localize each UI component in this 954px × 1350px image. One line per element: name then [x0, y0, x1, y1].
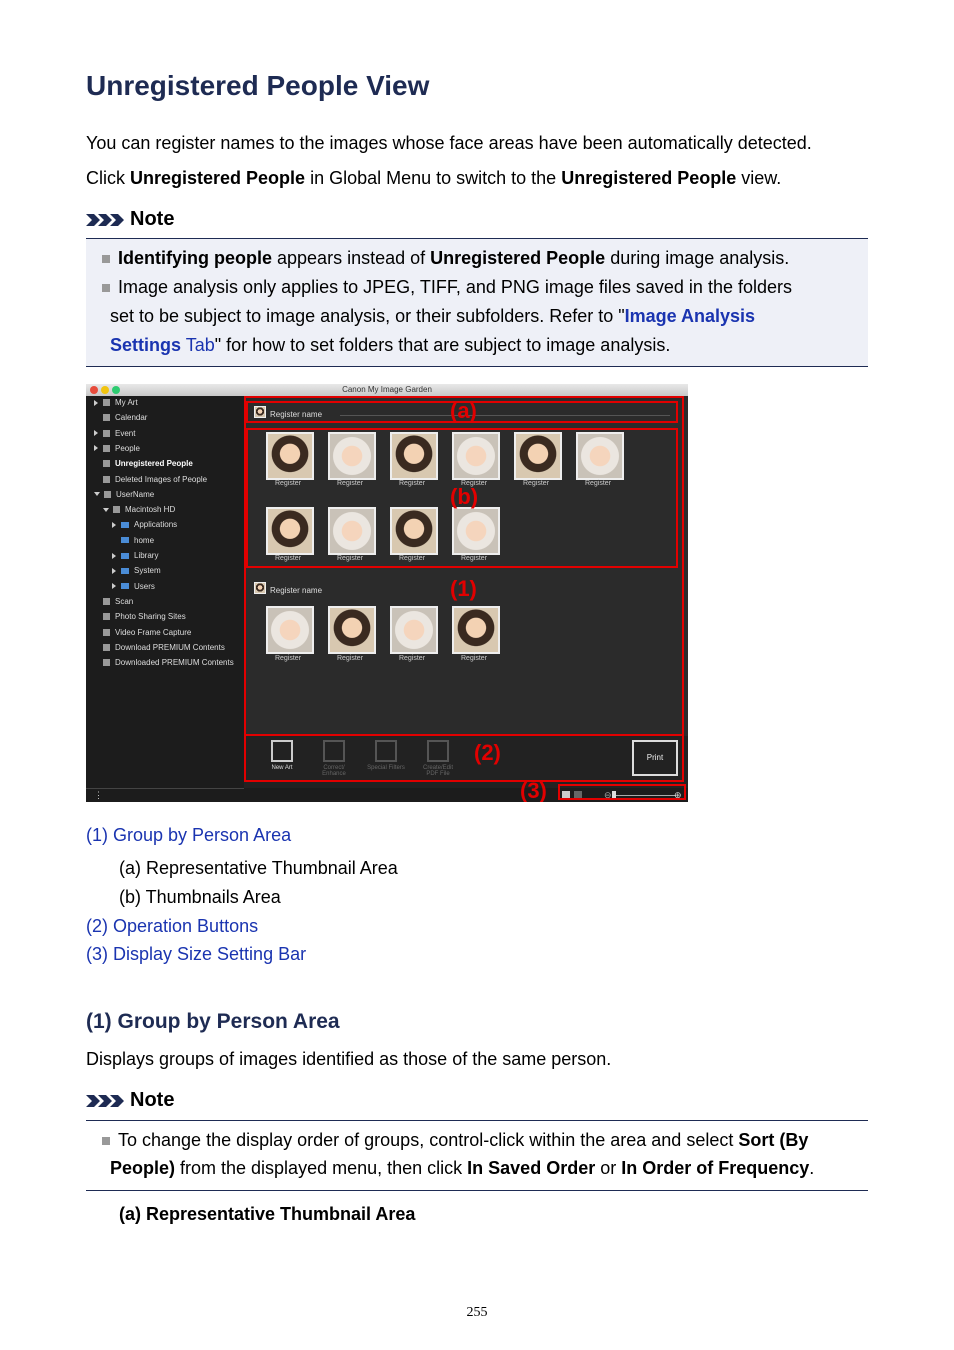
- register-label[interactable]: Register: [460, 555, 488, 562]
- sidebar-item[interactable]: [112, 582, 155, 591]
- callout-label: (b): [450, 484, 479, 509]
- sidebar-item[interactable]: [94, 413, 147, 422]
- callout-label: (3): [520, 778, 547, 802]
- sidebar-item-label: Unregistered People: [115, 459, 193, 469]
- register-label[interactable]: Register: [274, 655, 302, 662]
- sidebar-item-label: home: [134, 535, 155, 545]
- bullet-icon: [102, 255, 110, 263]
- sidebar-item-label: Calendar: [115, 413, 148, 423]
- page-title: Unregistered People View: [86, 70, 430, 101]
- sidebar-item-label: My Art: [115, 398, 138, 407]
- register-label[interactable]: Register: [336, 480, 364, 487]
- register-label[interactable]: Register: [460, 480, 488, 487]
- register-label[interactable]: Register: [336, 655, 364, 662]
- register-label[interactable]: Register: [398, 655, 426, 662]
- sidebar-item[interactable]: [112, 536, 154, 545]
- sidebar-item[interactable]: [112, 566, 161, 575]
- note-heading: Note: [86, 1089, 174, 1112]
- intro-text: You can register names to the images whose face areas have been automatically detected.: [86, 133, 812, 153]
- expand-arrow-icon[interactable]: [112, 553, 116, 559]
- op-button-label: New Art: [271, 765, 293, 771]
- sidebar-item[interactable]: [112, 520, 177, 529]
- sidebar-item[interactable]: [94, 658, 234, 667]
- sidebar-item[interactable]: [94, 444, 140, 453]
- menu-icon: [103, 644, 110, 651]
- image-analysis-settings-link[interactable]: Image Analysis: [624, 306, 756, 326]
- sidebar-item-label: Video Frame Capture: [115, 627, 192, 637]
- menu-icon: [113, 506, 120, 513]
- sidebar-item-label: Deleted Images of People: [115, 474, 208, 484]
- tab-link[interactable]: Tab: [181, 335, 215, 355]
- bullet-icon: [102, 284, 110, 292]
- register-label[interactable]: Register: [274, 555, 302, 562]
- sidebar-footer: [86, 788, 244, 802]
- bullet-icon: [102, 1137, 110, 1145]
- menu-icon: [103, 476, 110, 483]
- menu-icon: [103, 613, 110, 620]
- sidebar-item[interactable]: [94, 628, 191, 637]
- menu-icon: [104, 491, 111, 498]
- toc-link-group-area[interactable]: (1) Group by Person Area: [86, 825, 292, 845]
- app-screenshot: [86, 384, 688, 802]
- window-title: Canon My Image Garden: [342, 385, 432, 394]
- sidebar-item-label: Macintosh HD: [125, 505, 176, 515]
- toc-item: (a) Representative Thumbnail Area: [119, 858, 398, 878]
- op-button-label: Special Filters: [367, 765, 405, 771]
- register-label[interactable]: Register: [398, 555, 426, 562]
- expand-arrow-icon[interactable]: [112, 583, 116, 589]
- expand-arrow-icon[interactable]: [94, 492, 100, 496]
- toc-link-display-size[interactable]: (3) Display Size Setting Bar: [86, 944, 307, 964]
- menu-icon: [103, 598, 110, 605]
- register-label[interactable]: Register: [398, 480, 426, 487]
- register-label[interactable]: Register: [522, 480, 550, 487]
- note-item-cont: Settings Tab" for how to set folders that are subject to image analysis.: [110, 335, 671, 355]
- expand-arrow-icon[interactable]: [94, 445, 98, 451]
- expand-arrow-icon[interactable]: [112, 568, 116, 574]
- menu-icon: [103, 414, 110, 421]
- sidebar-item-label: Scan: [115, 596, 134, 606]
- sidebar-item-label: Download PREMIUM Contents: [115, 642, 225, 652]
- note-item-cont: set to be subject to image analysis, or their subfolders. Refer to "Image Analysis: [110, 306, 756, 326]
- menu-icon: [103, 445, 110, 452]
- note-box: [86, 238, 868, 367]
- expand-arrow-icon[interactable]: [112, 522, 116, 528]
- sidebar-item-label: System: [134, 566, 161, 576]
- register-label[interactable]: Register: [460, 655, 488, 662]
- callout-label: (a): [450, 398, 477, 423]
- note-item: Image analysis only applies to JPEG, TIFF, and PNG image files saved in the folders: [102, 273, 792, 302]
- toc-item: (b) Thumbnails Area: [119, 887, 281, 907]
- op-button-label: Create/Edit PDF File: [422, 765, 453, 777]
- menu-icon: [103, 629, 110, 636]
- callout-label: (2): [474, 740, 501, 765]
- op-button-label: Correct/ Enhance: [322, 765, 346, 777]
- sidebar-item[interactable]: [103, 505, 175, 514]
- menu-icon: [103, 659, 110, 666]
- page-number: 255: [466, 1305, 488, 1320]
- section-title: (1) Group by Person Area: [86, 1010, 340, 1033]
- window-titlebar: [86, 384, 688, 396]
- print-button[interactable]: Print: [632, 740, 678, 776]
- group-name[interactable]: Register name: [270, 586, 323, 595]
- info-icon: ⋮: [94, 790, 103, 800]
- menu-icon: [103, 430, 110, 437]
- settings-link[interactable]: Settings: [110, 335, 182, 355]
- note-box: [86, 1120, 868, 1191]
- sidebar-item[interactable]: [94, 398, 138, 407]
- zoom-in-icon[interactable]: ⊕: [674, 790, 682, 800]
- zoom-out-icon[interactable]: ⊖: [604, 790, 612, 800]
- sidebar-item[interactable]: [112, 551, 158, 560]
- callout-box-2: [244, 734, 684, 782]
- sidebar-item-label: Applications: [134, 520, 178, 530]
- toc-link-operation-buttons[interactable]: (2) Operation Buttons: [86, 916, 259, 936]
- callout-label: (1): [450, 576, 477, 601]
- note-arrows-icon: [86, 1093, 126, 1109]
- folder-icon: [121, 522, 129, 528]
- folder-icon: [121, 537, 129, 543]
- section-text: Displays groups of images identified as those of the same person.: [86, 1049, 612, 1069]
- menu-icon: [103, 399, 110, 406]
- register-label[interactable]: Register: [336, 555, 364, 562]
- subsection-title: (a) Representative Thumbnail Area: [119, 1204, 416, 1224]
- expand-arrow-icon[interactable]: [94, 430, 98, 436]
- sidebar-item[interactable]: [94, 475, 207, 484]
- folder-icon: [121, 583, 129, 589]
- sidebar-item[interactable]: [94, 429, 135, 438]
- folder-icon: [121, 553, 129, 559]
- expand-arrow-icon[interactable]: [103, 508, 109, 512]
- sidebar-item-label: Event: [115, 428, 136, 438]
- folder-icon: [121, 568, 129, 574]
- intro-instruction: Click Unregistered People in Global Menu to switch to the Unregistered People view.: [86, 168, 782, 188]
- sidebar-item-label: Users: [134, 581, 155, 591]
- sidebar-item[interactable]: [94, 490, 154, 499]
- note-item: To change the display order of groups, control-click within the area and select Sort (By: [102, 1126, 808, 1155]
- sidebar-item[interactable]: [94, 459, 193, 468]
- register-label[interactable]: Register: [584, 480, 612, 487]
- sidebar-item-label: Library: [134, 551, 159, 560]
- sidebar-item-label: Photo Sharing Sites: [115, 612, 186, 622]
- sidebar-item[interactable]: [94, 597, 133, 606]
- note-item-cont: People) from the displayed menu, then click In Saved Order or In Order of Frequency.: [110, 1158, 815, 1178]
- sidebar-item[interactable]: [94, 643, 225, 652]
- note-arrows-icon: [86, 212, 126, 228]
- note-heading: Note: [86, 208, 174, 231]
- callout-box-1: [244, 396, 684, 736]
- group-name[interactable]: Register name: [270, 410, 323, 419]
- callout-box-3: [558, 784, 686, 800]
- menu-icon: [103, 460, 110, 467]
- sidebar-item-label: UserName: [116, 489, 155, 499]
- sidebar-item-label: People: [115, 443, 140, 453]
- register-label[interactable]: Register: [274, 480, 302, 487]
- global-menu: [86, 396, 244, 788]
- expand-arrow-icon[interactable]: [94, 400, 98, 406]
- sidebar-item-label: Downloaded PREMIUM Contents: [115, 658, 234, 668]
- sidebar-item[interactable]: [94, 612, 186, 621]
- note-item: Identifying people appears instead of Unregistered People during image analysis.: [102, 244, 789, 273]
